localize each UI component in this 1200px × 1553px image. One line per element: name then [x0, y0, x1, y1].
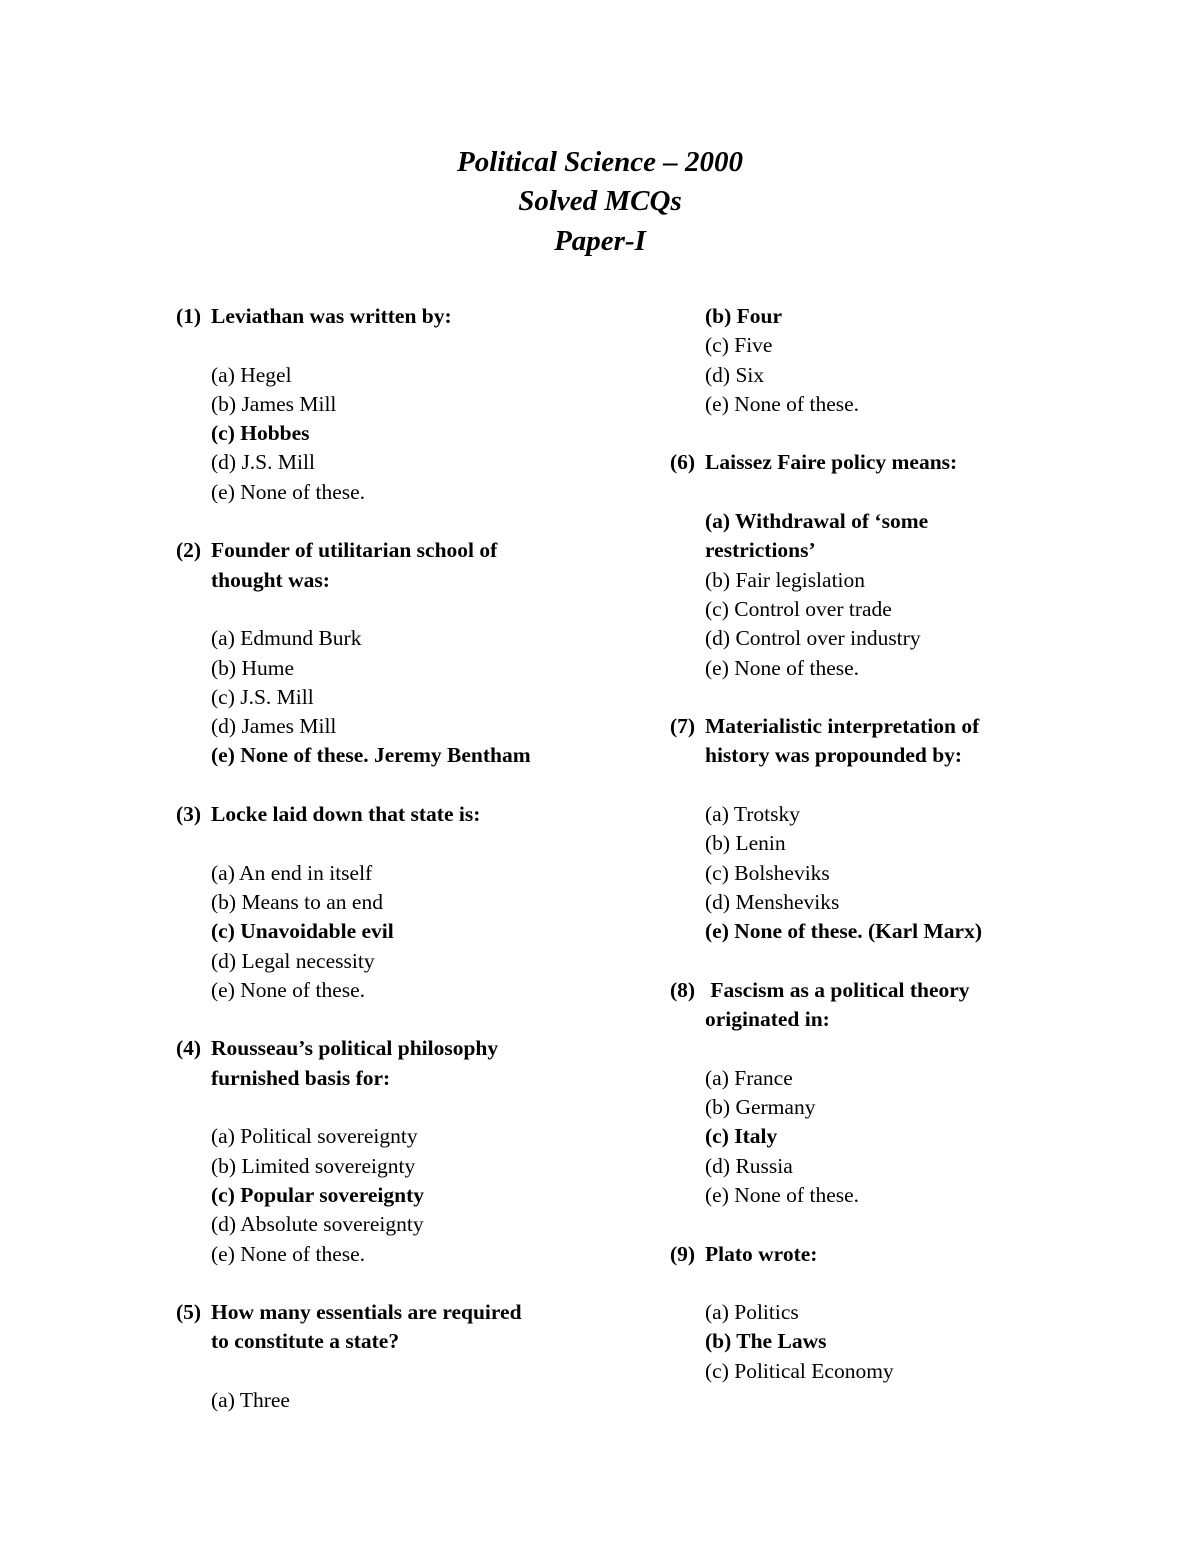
document-title: Political Science – 2000: [457, 146, 743, 178]
option: (e) None of these.: [705, 655, 860, 680]
option: (b) Germany: [705, 1095, 816, 1120]
option: (e) None of these.: [211, 1241, 366, 1266]
correct-answer: (e) None of these. (Karl Marx): [705, 919, 983, 944]
option: (c) Five: [705, 333, 773, 358]
question-1: (1) Leviathan was written by:: [176, 304, 452, 328]
document-subtitle: Solved MCQs: [518, 185, 682, 217]
option: (d) James Mill: [211, 714, 337, 739]
option: (d) Mensheviks: [705, 889, 840, 914]
correct-answer: (b) Four: [705, 304, 783, 328]
correct-answer: (b) The Laws: [705, 1329, 827, 1354]
correct-answer: (e) None of these. Jeremy Bentham: [211, 743, 531, 768]
question-7: (7) Materialistic interpretation of: [670, 714, 980, 739]
paper-label: Paper-I: [554, 225, 646, 257]
option: (d) J.S. Mill: [211, 450, 315, 475]
option: (b) Means to an end: [211, 889, 383, 914]
correct-answer: (c) Unavoidable evil: [211, 919, 394, 944]
option: (e) None of these.: [705, 1182, 860, 1207]
left-column: [176, 302, 636, 1415]
question-3: (3) Locke laid down that state is:: [176, 802, 481, 827]
question-8: (8) Fascism as a political theory: [670, 977, 970, 1002]
question-2: (2) Founder of utilitarian school of: [176, 538, 498, 563]
option: (a) An end in itself: [211, 860, 373, 885]
option: (b) Fair legislation: [705, 567, 866, 592]
option: (b) Hume: [211, 655, 294, 680]
option: (b) James Mill: [211, 391, 337, 416]
option: (a) Politics: [705, 1300, 799, 1325]
option: (d) Control over industry: [705, 626, 921, 651]
option: (c) Bolsheviks: [705, 860, 830, 885]
option: (e) None of these.: [705, 391, 860, 416]
right-column: [670, 302, 1130, 1386]
option: (b) Limited sovereignty: [211, 1153, 416, 1178]
correct-answer: (c) Italy: [705, 1124, 778, 1149]
question-2-continued: thought was:: [211, 567, 330, 592]
question-5: (5) How many essentials are required: [176, 1300, 522, 1325]
option: (d) Russia: [705, 1153, 793, 1178]
option: (e) None of these.: [211, 977, 366, 1002]
option: (a) Three: [211, 1387, 290, 1412]
option: (a) Political sovereignty: [211, 1124, 418, 1149]
option: (a) Edmund Burk: [211, 626, 362, 651]
option: (d) Legal necessity: [211, 948, 375, 973]
question-4: (4) Rousseau’s political philosophy: [176, 1036, 499, 1061]
question-4-continued: furnished basis for:: [211, 1065, 391, 1090]
question-8-continued: originated in:: [705, 1007, 830, 1032]
option: (a) Hegel: [211, 362, 292, 387]
correct-answer: (a) Withdrawal of ‘some: [705, 509, 929, 534]
correct-answer: (c) Popular sovereignty: [211, 1182, 424, 1207]
option: (a) Trotsky: [705, 802, 800, 827]
question-6: (6) Laissez Faire policy means:: [670, 450, 958, 475]
option: (d) Absolute sovereignty: [211, 1212, 424, 1237]
question-5-continued: to constitute a state?: [211, 1329, 400, 1354]
correct-answer-continued: restrictions’: [705, 538, 816, 563]
option: (e) None of these.: [211, 479, 366, 504]
option: (c) J.S. Mill: [211, 684, 314, 709]
option: (c) Political Economy: [705, 1358, 894, 1383]
option: (a) France: [705, 1065, 793, 1090]
option: (b) Lenin: [705, 831, 786, 856]
question-7-continued: history was propounded by:: [705, 743, 963, 768]
option: (c) Control over trade: [705, 596, 892, 621]
correct-answer: (c) Hobbes: [211, 421, 310, 446]
option: (d) Six: [705, 362, 765, 387]
question-9: (9) Plato wrote:: [670, 1241, 818, 1266]
